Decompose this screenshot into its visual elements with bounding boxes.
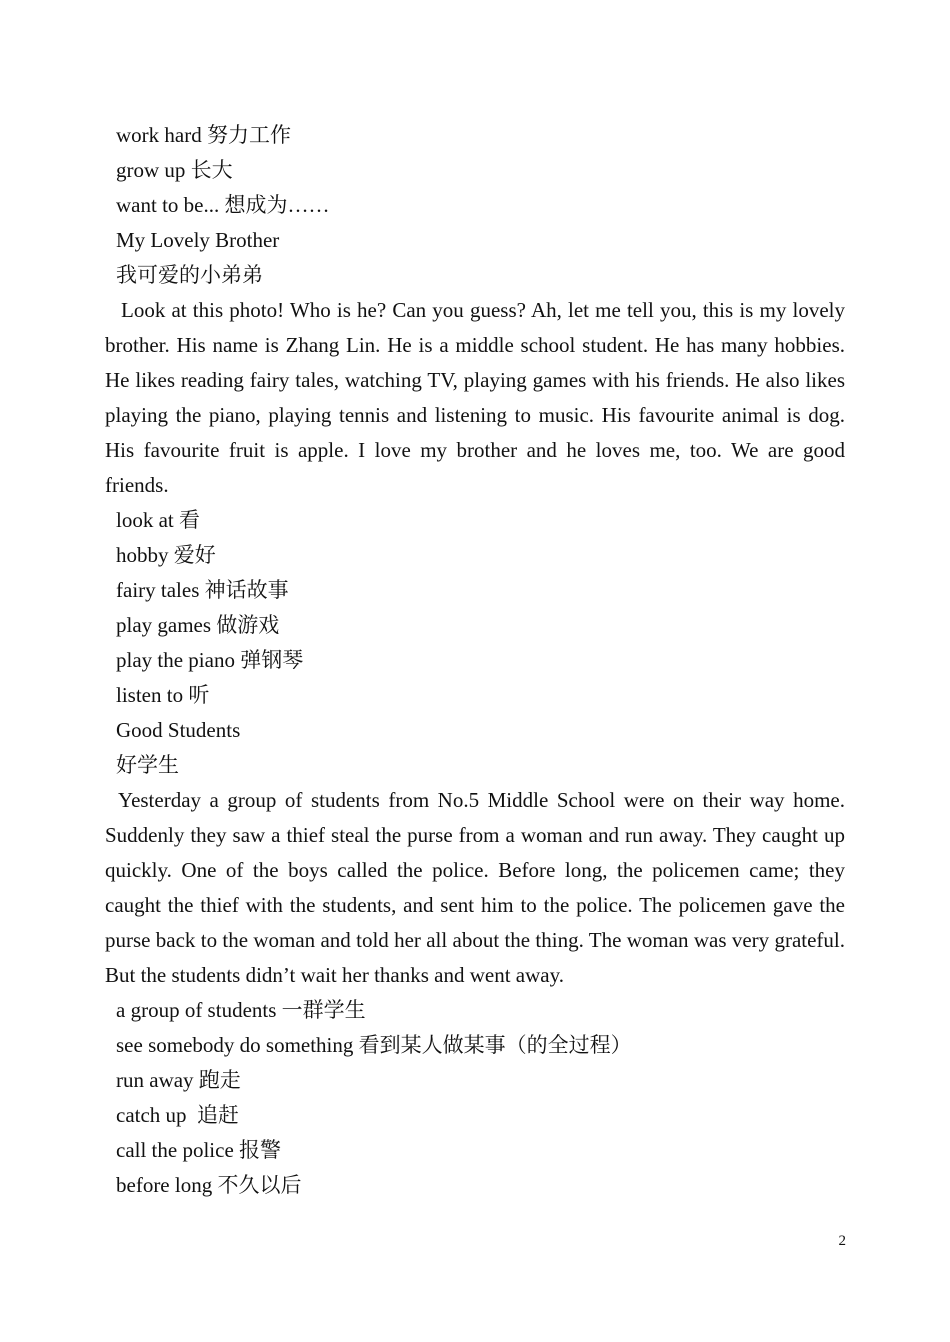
vocab-item: hobby 爱好: [116, 543, 216, 567]
section-paragraph: Look at this photo! Who is he? Can you guess? Ah, let me tell you, this is my lovely brother. His name is Zhang Lin. He is a middle school student. He has many hobbies. He likes reading fairy tales, watching TV, playing games with his friends. He also likes playing the piano, playing tennis and listening to music. His favourite animal is dog. His favourite fruit is apple. I love my brother and he loves me, too. We are good friends.: [105, 298, 845, 497]
vocab-item: play games 做游戏: [116, 613, 280, 637]
vocab-item: look at 看: [116, 508, 200, 532]
vocab-item: listen to 听: [116, 683, 210, 707]
vocab-item: work hard 努力工作: [116, 123, 291, 147]
vocab-item: fairy tales 神话故事: [116, 578, 289, 602]
section-title-en: My Lovely Brother: [116, 228, 280, 252]
vocab-item: run away 跑走: [116, 1068, 241, 1092]
vocab-item: play the piano 弹钢琴: [116, 648, 304, 672]
vocab-item: catch up 追赶: [116, 1103, 240, 1127]
section-title-zh: 我可爱的小弟弟: [116, 263, 263, 287]
vocab-item: before long 不久以后: [116, 1173, 302, 1197]
document-body: [105, 118, 845, 1203]
page-number: 2: [838, 1233, 846, 1249]
section-title-zh: 好学生: [116, 753, 179, 777]
vocab-item: call the police 报警: [116, 1138, 282, 1162]
vocab-item: see somebody do something 看到某人做某事（的全过程）: [116, 1033, 632, 1057]
section-paragraph: Yesterday a group of students from No.5 Middle School were on their way home. Suddenly they saw a thief steal the purse from a woman and run away. They caught up quickly. One of the boys called the police. Before long, the policemen came; they caught the thief with the students, and sent him to the police. The policemen gave the purse back to the woman and told her all about the thing. The woman was very grateful. But the students didn’t wait her thanks and went away.: [105, 788, 845, 987]
vocab-item: want to be... 想成为……: [116, 193, 330, 217]
vocab-item: a group of students 一群学生: [116, 998, 366, 1022]
vocab-item: grow up 长大: [116, 158, 233, 182]
section-title-en: Good Students: [116, 718, 241, 742]
